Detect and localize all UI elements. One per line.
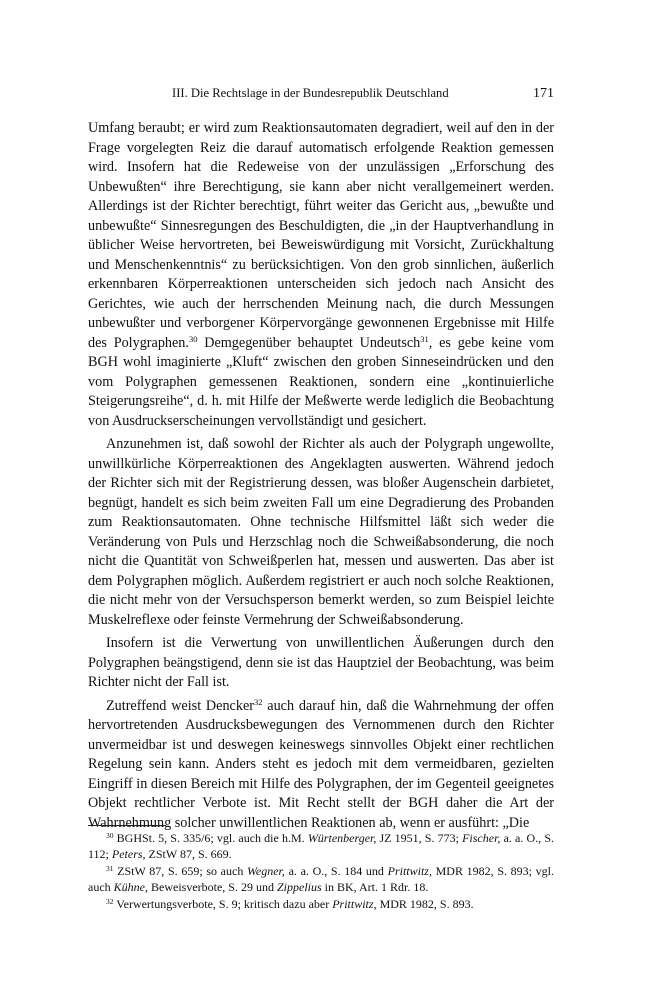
paragraph-2: Anzunehmen ist, daß sowohl der Richter als auch der Polygraph ungewollte, unwillkürliche Körperreaktionen des Angeklagten auswerten. Während jedoch der Richter sich mit der Registrierung dessen, was bloßer Augenschein darbietet, begnügt, handelt es sich beim zweiten Fall um eine Degradierung des Probanden zum Reaktionsautomaten. Ohne technische Hilfsmittel läßt sich weder die Veränderung von Puls und Herzschlag noch die Schweißabsonderung, die noch nicht die Quantität von Schweißperlen hat, messen und auswerten. Das aber ist dem Polygraphen möglich. Außerdem registriert er auch noch solche Reaktionen, die nicht mehr von der Versuchsperson bemerkt werden, so zum Beispiel leichte Muskelreflexe oder feinste Vermehrung der Schweißabsonderung. [88,436,554,628]
paragraph-3: Insofern ist die Verwertung von unwillentlichen Äußerungen durch den Polygraphen beängstigend, denn sie ist das Hauptziel der Beobachtung, was beim Richter nicht der Fall ist. [88,635,554,690]
footnote-author: Prittwitz, [332,896,377,911]
footnote-author: Zippelius [276,880,322,895]
footnote-rule [88,825,166,826]
paragraph-1-text-c: , es gebe keine vom BGH wohl imaginierte „Kluft“ zwischen den groben Sinneseindrücken und den vom Polygraphen gemessenen Reaktionen, sondern eine „kontinuierliche Steigerungsreihe“, d. h. mit Hilfe der Meßwerte werde lediglich die Beobachtung von Ausdruckserscheinungen vervollständigt und gesichert. [88,334,554,429]
footnote-32 [88,896,554,912]
footnote-ref-32[interactable]: 32 [253,696,263,707]
footnote-text: in BK, Art. 1 Rdr. 18. [321,880,429,895]
footnote-31 [88,863,554,896]
footnote-text: Verwertungsverbote, S. 9; kritisch dazu aber [113,896,333,911]
paragraph-1-text-a: Umfang beraubt; er wird zum Reaktionsautomaten degradiert, weil auf den in der Frage vorgelegten Reiz die darauf automatisch erfolgende Reaktion gemessen wird. Insofern hat die Redeweise von der unzulässigen „Erforschung des Unbewußten“ ihre Berechtigung, sie kann aber nicht verallgemeinert werden. Allerdings ist der Richter berechtigt, führt weiter das Gericht aus, „bewußte und unbewußte“ Sinnesregungen des Beschuldigten, die „in der Hauptverhandlung in üblicher Weise hervortreten, bei Beweiswürdigung mit Vorsicht, Zurückhaltung und Menschenkenntnis“ zu berücksichtigen. Von den grob sinnlichen, äußerlich erkennbaren Körperreaktionen unterscheiden sich jedoch nach Ansicht des Gerichtes, wie auch der herrschenden Meinung nach, die durch Messungen unbewußter und verborgener Körpervorgänge gewonnenen Ergebnisse mit Hilfe des Polygraphen. [88,120,554,351]
running-header [88,86,554,108]
footnote-30 [88,830,554,863]
footnote-text: ZStW 87, S. 669. [145,847,232,862]
paragraph-4 [88,697,554,834]
footnote-author: Kühne, [113,880,148,895]
footnote-text: a. a. O., S. 184 und [284,863,388,878]
footnote-ref-31[interactable]: 31 [420,333,429,344]
footnote-author: Fischer, [462,831,501,845]
footnote-author: Prittwitz, [387,863,432,878]
footnote-ref-30[interactable]: 30 [188,333,198,344]
page-number: 171 [533,86,554,101]
footnote-text: a. a. O., S. 112; [88,831,554,862]
footnote-author: Wegner, [247,863,285,878]
footnote-number: 32 [106,896,114,906]
paragraph-1-text-b: Demgegenüber behauptet Undeutsch [197,334,421,351]
body-text [88,119,554,834]
footnote-text: MDR 1982, S. 893; vgl. auch [88,863,555,895]
footnote-author: Peters, [111,847,146,862]
footnote-number: 31 [106,863,114,873]
running-title: III. Die Rechtslage in der Bundesrepublik Deutschland [172,86,449,100]
footnote-text: MDR 1982, S. 893. [376,896,474,911]
footnote-text: ZStW 87, S. 659; so auch [113,863,247,878]
paragraph-1 [88,119,554,431]
footnote-number: 30 [106,831,114,840]
footnotes [88,830,554,912]
footnote-text: Beweisverbote, S. 29 und [148,880,277,895]
footnote-author: Würtenberger, [307,831,377,845]
paragraph-4-text-a: Zutreffend weist Dencker [106,697,254,714]
footnote-text: JZ 1951, S. 773; [376,831,463,845]
paragraph-4-text-b: auch darauf hin, daß die Wahrnehmung der offen hervortretenden Ausdrucksbewegungen des Vernommenen durch den Richter unvermeidbar ist und deswegen keineswegs sinnvolles Objekt einer rechtlichen Regelung sein kann. Anders steht es jedoch mit dem vermeidbaren, gezielten Eingriff in diesen Bereich mit Hilfe des Polygraphen, der im Gegenteil geeignetes Objekt rechtlicher Verbote ist. Mit Recht stellt der BGH daher die Art der Wahrnehmung solcher unwillentlichen Reaktionen ab, wenn er ausführt: „Die [88,697,554,831]
footnote-text: BGHSt. 5, S. 335/6; vgl. auch die h.M. [113,831,308,845]
